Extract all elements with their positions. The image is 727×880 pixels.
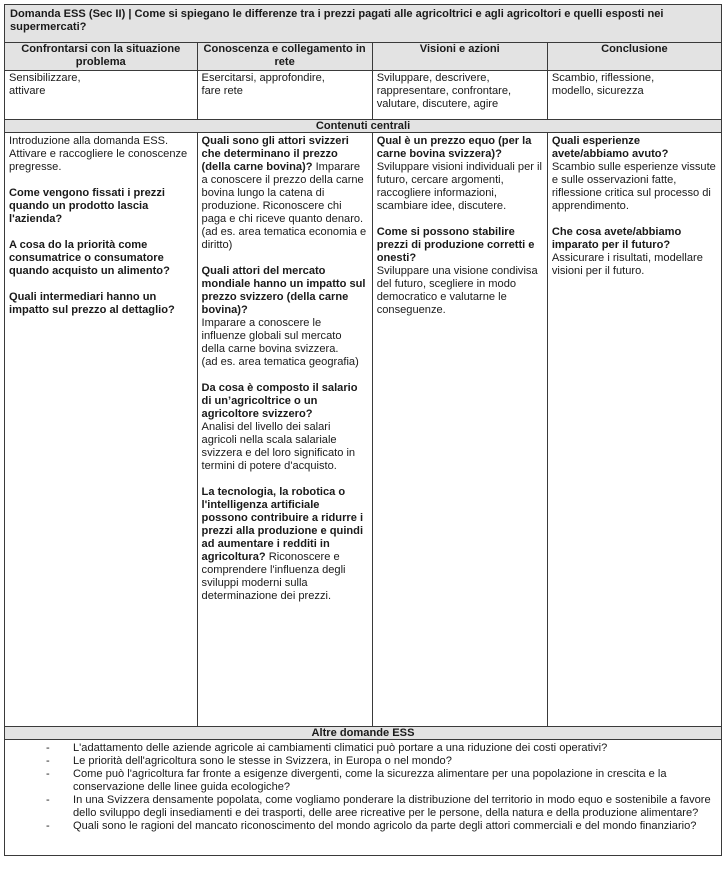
question-text: Come può l'agricoltura far fronte a esigenze divergenti, come la sicurezza alimentare per una popolazione in crescita e la conservazione delle linee guida ecologiche? [73, 768, 667, 793]
description: Assicurare i risultati, modellare visioni per il futuro. [551, 252, 703, 277]
list-item [46, 820, 717, 833]
question-text: Quali sono le ragioni del mancato riconoscimento del mondo agricolo da parte degli attori commerciali e del mondo finanziario? [73, 820, 697, 832]
planning-grid [4, 4, 722, 856]
header-conoscenza: Conoscenza e collegamento in rete [197, 43, 372, 71]
other-questions [5, 740, 722, 856]
activities-visioni [372, 71, 547, 120]
question-text: In una Svizzera densamente popolata, come vogliamo ponderare la distribuzione del territorio in modo equo e sostenibile a favore dello sviluppo degli insediamenti e dei trasporti, delle aree ricreative per le persone, della natura e della produzione alimentare? [73, 794, 711, 819]
bullet-dash: - [46, 820, 50, 832]
description: Imparare a conoscere il prezzo della carne bovina lungo la catena di produzione. Riconoscere chi paga e chi riceve quanto denaro. (ad es. area tematica economia e diritto) [201, 161, 367, 251]
bullet-dash: - [46, 794, 50, 806]
description: Sviluppare una visione condivisa del futuro, scegliere in modo democratico e valutarne le conseguenze. [376, 265, 538, 316]
bullet-dash: - [46, 768, 50, 780]
description: Scambio sulle esperienze vissute e sulle osservazioni fatte, riflessione critica sul processo di apprendimento. [551, 161, 716, 212]
question: Come si possono stabilire prezzi di produzione corretti e onesti? [376, 226, 535, 264]
content-visioni [372, 133, 547, 727]
question: Che cosa avete/abbiamo imparato per il futuro? [551, 226, 682, 251]
question-text: Le priorità dell'agricoltura sono le stesse in Svizzera, in Europa o nel mondo? [73, 755, 452, 767]
question: Quali attori del mercato mondiale hanno un impatto sul prezzo svizzero (della carne bovina)? [201, 265, 366, 316]
question: Da cosa è composto il salario di un’agricoltrice o un agricoltore svizzero? [201, 382, 358, 420]
content-conoscenza [197, 133, 372, 727]
description: Imparare a conoscere le influenze globali sul mercato della carne bovina svizzera. (ad es. area tematica geografia) [201, 317, 359, 368]
bullet-dash: - [46, 755, 50, 767]
question: Quali sono gli attori svizzeri che determinano il prezzo (della carne bovina)? [201, 135, 349, 173]
list-item [46, 755, 717, 768]
question: Quali intermediari hanno un impatto sul prezzo al dettaglio? [9, 291, 175, 316]
description: Riconoscere e comprendere l'influenza degli sviluppi moderni sulla determinazione dei prezzi. [201, 551, 346, 602]
question-block [202, 486, 368, 603]
activities-text: Scambio, riflessione, modello, sicurezza [551, 72, 655, 97]
content-conclusione [547, 133, 721, 727]
section-altre-domande: Altre domande ESS [5, 727, 722, 740]
content-confrontarsi [5, 133, 198, 727]
intro-text: Introduzione alla domanda ESS. Attivare e raccogliere le conoscenze pregresse. [9, 135, 188, 173]
activities-conclusione [547, 71, 721, 120]
activities-text: Sensibilizzare, attivare [9, 72, 81, 97]
description: Sviluppare visioni individuali per il futuro, cercare argomenti, raccogliere informazioni, scambiare idee, discutere. [376, 161, 542, 212]
question-text: L'adattamento delle aziende agricole ai cambiamenti climatici può portare a una riduzione dei costi operativi? [73, 742, 608, 754]
activities-conoscenza [197, 71, 372, 120]
table-title: Domanda ESS (Sec II) | Come si spiegano le differenze tra i prezzi pagati alle agricoltrici e agli agricoltori e quelli esposti nei supermercati? [5, 5, 722, 43]
section-contenuti-centrali: Contenuti centrali [5, 120, 722, 133]
activities-text: Sviluppare, descrivere, rappresentare, confrontare, valutare, discutere, agire [376, 72, 512, 110]
header-conclusione: Conclusione [547, 43, 721, 71]
bullet-dash: - [46, 742, 50, 754]
activities-confrontarsi [5, 71, 198, 120]
question: Come vengono fissati i prezzi quando un prodotto lascia l'azienda? [9, 187, 165, 225]
question: Qual è un prezzo equo (per la carne bovina svizzera)? [376, 135, 532, 160]
question-block [202, 135, 368, 252]
header-visioni: Visioni e azioni [372, 43, 547, 71]
list-item [46, 742, 717, 755]
other-questions-list [9, 742, 717, 833]
list-item [46, 768, 717, 794]
description: Analisi del livello dei salari agricoli nella scala salariale svizzera e del loro significato in termini di potere d'acquisto. [201, 421, 356, 472]
list-item [46, 794, 717, 820]
header-confrontarsi: Confrontarsi con la situazione problema [5, 43, 198, 71]
question: Quali esperienze avete/abbiamo avuto? [551, 135, 669, 160]
activities-text: Esercitarsi, approfondire, fare rete [201, 72, 325, 97]
ess-planning-table [4, 4, 722, 856]
question: La tecnologia, la robotica o l'intelligenza artificiale possono contribuire a ridurre i prezzi alla produzione e quindi ad aumentare i redditi in agricoltura? [201, 486, 364, 563]
question: A cosa do la priorità come consumatrice o consumatore quando acquisto un alimento? [9, 239, 170, 277]
